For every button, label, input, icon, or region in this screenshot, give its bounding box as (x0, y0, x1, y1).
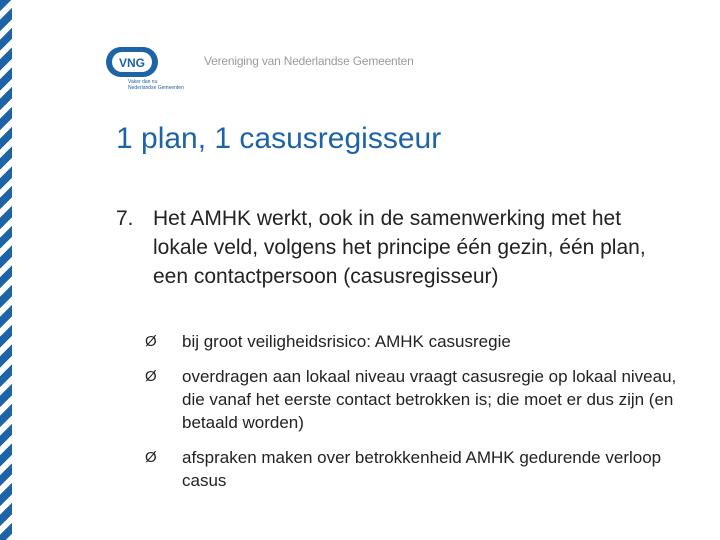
slide-title: 1 plan, 1 casusregisseur (116, 122, 442, 155)
vng-logo-mark: VNG (118, 56, 146, 70)
arrow-bullet-icon: Ø (145, 449, 157, 466)
main-point-text: Het AMHK werkt, ook in de samenwerking met het lokale veld, volgens het principe één gezin, één plan, een contactpersoon (casusregisseur) (153, 207, 646, 288)
main-point-number: 7. (116, 207, 134, 230)
sub-point (145, 330, 685, 353)
sub-point (145, 446, 685, 492)
vng-logo-tagline-line2: Nederlandse Gemeenten (128, 85, 184, 91)
sub-point-text: afspraken maken over betrokkenheid AMHK gedurende verloop casus (182, 448, 662, 490)
sub-point (145, 365, 685, 434)
decorative-edge-stripe (0, 0, 12, 540)
sub-point-list (145, 330, 685, 504)
sub-point-text: overdragen aan lokaal niveau vraagt casusregie op lokaal niveau, die vanaf het eerste contact betrokken is; die moet er dus zijn (en betaald worden) (182, 367, 677, 432)
arrow-bullet-icon: Ø (145, 333, 157, 350)
main-point (116, 204, 696, 291)
vng-logo (104, 43, 196, 97)
vng-logo-tagline-line1: Vaker dan nu (128, 79, 158, 85)
arrow-bullet-icon: Ø (145, 368, 157, 385)
sub-point-text: bij groot veiligheidsrisico: AMHK casusregie (182, 332, 511, 351)
vng-logo-mark-icon (104, 43, 164, 81)
vng-logo-tagline (128, 79, 184, 91)
organization-name: Vereniging van Nederlandse Gemeenten (204, 54, 414, 68)
